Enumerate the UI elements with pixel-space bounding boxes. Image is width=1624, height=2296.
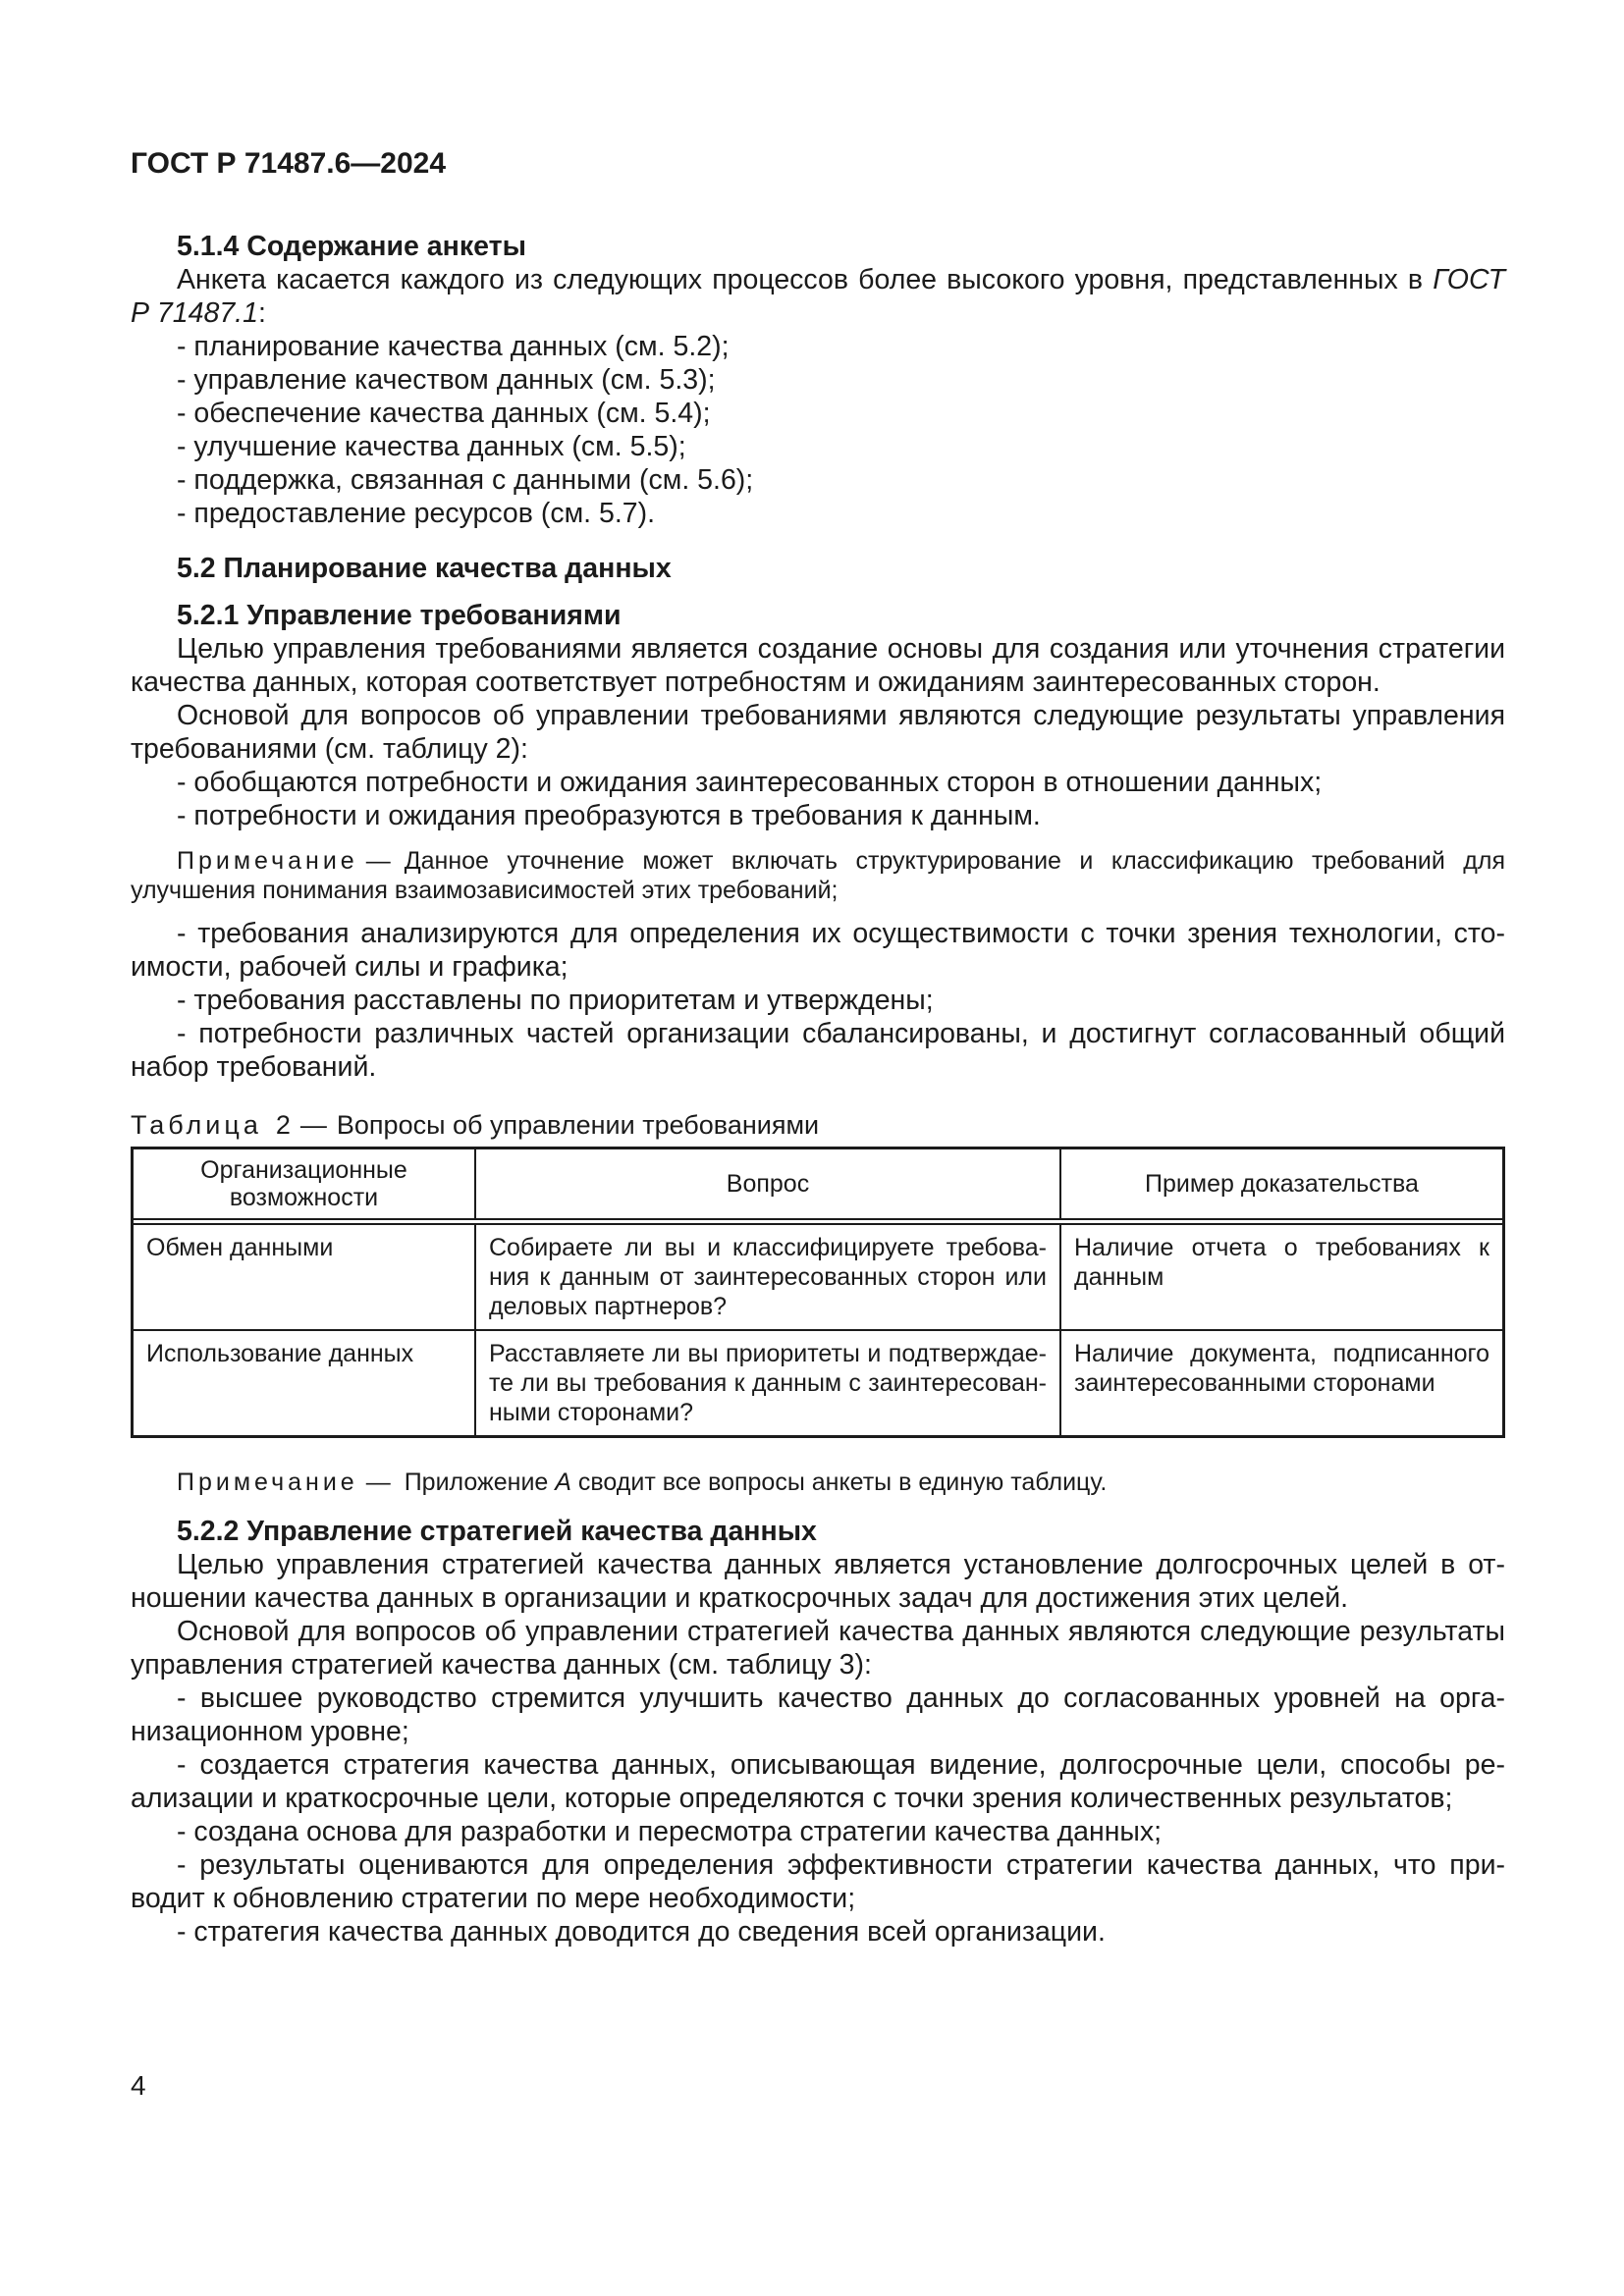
note-label: Примечание	[177, 847, 358, 875]
list-item: - требования расставлены по приоритетам и утверждены;	[177, 985, 934, 1016]
table-cell: Обмен данными	[134, 1225, 476, 1329]
list-item: - улучшение качества данных (см. 5.5);	[177, 431, 686, 462]
paragraph: Основой для вопросов об управлении стратегией качества данных являются следующие результаты управления стратегией качества данных (см. таблицу 3):	[131, 1616, 1505, 1681]
note-text: сводит все вопросы анкеты в единую таблицу.	[570, 1468, 1108, 1496]
page-content	[131, 147, 1505, 1949]
table-caption-title: Вопросы об управлении требованиями	[336, 1110, 820, 1140]
list-item: - управление качеством данных (см. 5.3);	[177, 364, 716, 396]
note-dash: —	[365, 1468, 391, 1496]
paragraph-5-1-4-intro	[131, 263, 1505, 330]
intro-colon: :	[257, 297, 266, 329]
heading-5-2-1: 5.2.1 Управление требованиями	[177, 600, 622, 631]
page-number: 4	[131, 2070, 146, 2101]
table-2	[131, 1147, 1505, 1438]
heading-5-2-2: 5.2.2 Управление стратегией качества данных	[177, 1516, 817, 1547]
list-item: - предоставление ресурсов (см. 5.7).	[177, 498, 656, 529]
annex-letter: А	[555, 1468, 571, 1496]
paragraph: Целью управления стратегией качества данных является установление долгосрочных целей в отношении качества данных в организации и краткосрочных задач для достижения этих целей.	[131, 1549, 1505, 1614]
list-item: - поддержка, связанная с данными (см. 5.6);	[177, 464, 754, 496]
list-item: - потребности и ожидания преобразуются в требования к данным.	[177, 800, 1041, 831]
table-cell: Собираете ли вы и классифицируете требования к данным от заинтересованных сторон или деловых партнеров?	[476, 1225, 1061, 1329]
list-item: - высшее руководство стремится улучшить качество данных до согласованных уровней на организационном уровне;	[131, 1682, 1505, 1747]
table-cell: Использование данных	[134, 1331, 476, 1435]
table-caption-number: 2	[275, 1110, 291, 1140]
list-item: - потребности различных частей организации сбалансированы, и достигнут согласованный общий набор требований.	[131, 1018, 1505, 1083]
table-caption-dash: —	[299, 1110, 327, 1140]
list-item: - обобщаются потребности и ожидания заинтересованных сторон в отношении данных;	[177, 767, 1323, 798]
list-item: - результаты оцениваются для определения эффективности стратегии качества данных, что приводит к обновлению стратегии по мере необходимости;	[131, 1849, 1505, 1914]
intro-text: Анкета касается каждого из следующих процессов более высокого уровня, представленных в	[177, 264, 1434, 295]
heading-5-1-4: 5.1.4 Содержание анкеты	[177, 231, 526, 262]
list-item: - создана основа для разработки и пересмотра стратегии качества данных;	[177, 1816, 1163, 1847]
table-header-cell: Вопрос	[476, 1149, 1061, 1218]
note-text: Приложение	[404, 1468, 556, 1496]
table-cell: Наличие отчета о требованиях к данным	[1074, 1234, 1489, 1291]
list-item: - обеспечение качества данных (см. 5.4);	[177, 398, 711, 429]
list-item: - стратегия качества данных доводится до сведения всей организации.	[177, 1916, 1106, 1948]
referenced-standard: ГОСТ Р 71487.1	[131, 264, 1505, 329]
table-caption-word: Таблица	[131, 1110, 262, 1140]
paragraph: Целью управления требованиями является создание основы для создания или уточнения стратегии качества данных, которая соответствует потребностям и ожиданиям заинтересованных сторон.	[131, 633, 1505, 698]
table-row	[134, 1331, 1502, 1435]
table-cell: Расставляете ли вы приоритеты и подтверждаете ли вы требования к данным с заинтересованными сторонами?	[476, 1331, 1061, 1435]
table-row	[134, 1225, 1502, 1331]
note	[131, 1468, 1505, 1497]
paragraph: Основой для вопросов об управлении требованиями являются следующие результаты управления требованиями (см. таблицу 2):	[131, 700, 1505, 765]
note	[131, 846, 1505, 905]
list-item: - планирование качества данных (см. 5.2);	[177, 331, 730, 362]
table-header-cell: Организационные возможности	[134, 1149, 476, 1218]
note-text: Данное уточнение может включать структурирование и классификацию требований для улучшения понимания взаимозависимостей этих требований;	[131, 847, 1505, 904]
standard-code-running-header: ГОСТ Р 71487.6—2024	[131, 147, 447, 180]
note-dash: —	[365, 847, 391, 875]
list-item: - требования анализируются для определения их осуществимости с точки зрения технологии, стоимости, рабочей силы и графика;	[131, 918, 1505, 983]
table-header-cell: Пример доказательства	[1145, 1170, 1419, 1198]
table-cell: Наличие документа, подписанного заинтересованными сторонами	[1074, 1340, 1489, 1397]
heading-5-2: 5.2 Планирование качества данных	[177, 553, 672, 584]
table-caption	[131, 1109, 1505, 1141]
table-header-row	[134, 1149, 1502, 1225]
note-label: Примечание	[177, 1468, 358, 1496]
list-item: - создается стратегия качества данных, описывающая видение, долгосрочные цели, способы реализации и краткосрочные цели, которые определяются с точки зрения количественных результатов;	[131, 1749, 1505, 1814]
